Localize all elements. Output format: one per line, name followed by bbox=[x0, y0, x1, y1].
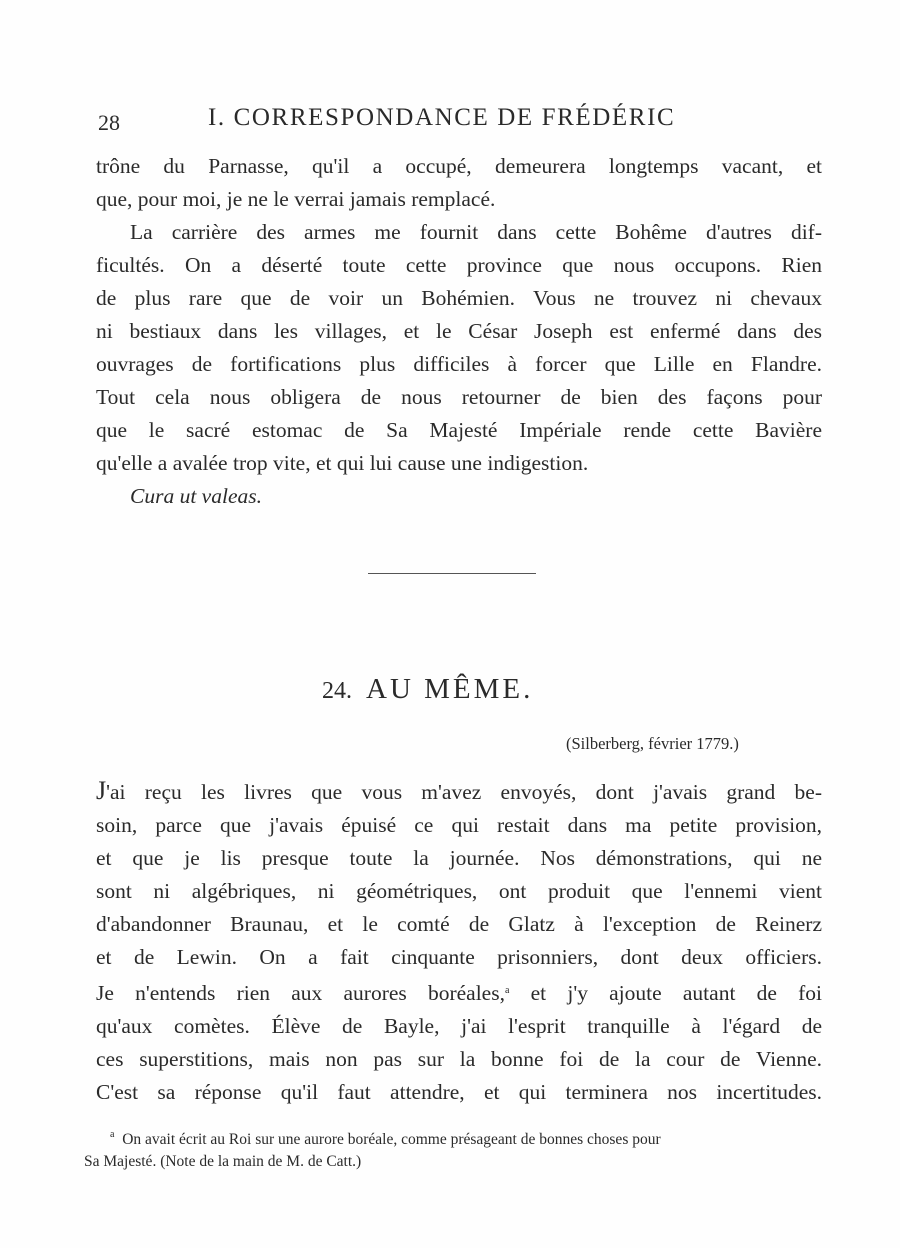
page-number: 28 bbox=[98, 110, 120, 135]
dateline: (Silberberg, février 1779.) bbox=[566, 734, 739, 753]
footnote-marker: a bbox=[110, 1129, 115, 1140]
drop-cap: J bbox=[96, 776, 107, 805]
text-line: et de Lewin. On a fait cinquante prisonniers, dont deux officiers. bbox=[96, 945, 822, 969]
letter-number: 24. bbox=[322, 678, 352, 704]
text-line: qu'elle a avalée trop vite, et qui lui cause une indigestion. bbox=[96, 451, 589, 475]
letter-heading bbox=[322, 673, 533, 706]
text-line: Je n'entends rien aux aurores boréales,$^a$ et j'y ajoute autant de foi bbox=[96, 981, 822, 1005]
text-line: et que je lis presque toute la journée. Nos démonstrations, qui ne bbox=[96, 846, 822, 870]
closing-salutation: Cura ut valeas. bbox=[130, 484, 262, 508]
footnote-reference[interactable]: a bbox=[504, 985, 510, 996]
text-line: J'ai reçu les livres que vous m'avez envoyés, dont j'avais grand be- bbox=[96, 776, 822, 805]
letter-title: AU MÊME. bbox=[366, 673, 534, 705]
text-line: La carrière des armes me fournit dans cette Bohême d'autres dif- bbox=[130, 220, 822, 244]
text-line: qu'aux comètes. Élève de Bayle, j'ai l'esprit tranquille à l'égard de bbox=[96, 1014, 822, 1038]
text-line: ouvrages de fortifications plus difficiles à forcer que Lille en Flandre. bbox=[96, 352, 822, 376]
text-line: soin, parce que j'avais épuisé ce qui restait dans ma petite provision, bbox=[96, 813, 822, 837]
text-line: Tout cela nous obligera de nous retourner de bien des façons pour bbox=[96, 385, 822, 409]
section-divider bbox=[368, 573, 536, 574]
page-header bbox=[98, 104, 838, 138]
text-line: de plus rare que de voir un Bohémien. Vous ne trouvez ni chevaux bbox=[96, 286, 822, 310]
text-line: que, pour moi, je ne le verrai jamais remplacé. bbox=[96, 187, 496, 211]
text-line: que le sacré estomac de Sa Majesté Impériale rende cette Bavière bbox=[96, 418, 822, 442]
running-title: I. CORRESPONDANCE DE FRÉDÉRIC bbox=[208, 104, 676, 131]
text-line: C'est sa réponse qu'il faut attendre, et qui terminera nos incertitudes. bbox=[96, 1080, 822, 1104]
text-line: d'abandonner Braunau, et le comté de Glatz à l'exception de Reinerz bbox=[96, 912, 822, 936]
text-line: sont ni algébriques, ni géométriques, ont produit que l'ennemi vient bbox=[96, 879, 822, 903]
previous-letter-text bbox=[96, 150, 822, 513]
text-line: trône du Parnasse, qu'il a occupé, demeurera longtemps vacant, et bbox=[96, 154, 822, 178]
footnote: $^a$ On avait écrit au Roi sur une aurore boréale, comme présageant de bonnes choses pour Sa Majesté. (Note de la main de M. de Catt.) bbox=[84, 1129, 661, 1170]
letter-body bbox=[96, 774, 822, 1109]
text-line: ficultés. On a déserté toute cette province que nous occupons. Rien bbox=[96, 253, 822, 277]
text-line: ces superstitions, mais non pas sur la bonne foi de la cour de Vienne. bbox=[96, 1047, 822, 1071]
text-line: ni bestiaux dans les villages, et le César Joseph est enfermé dans des bbox=[96, 319, 822, 343]
